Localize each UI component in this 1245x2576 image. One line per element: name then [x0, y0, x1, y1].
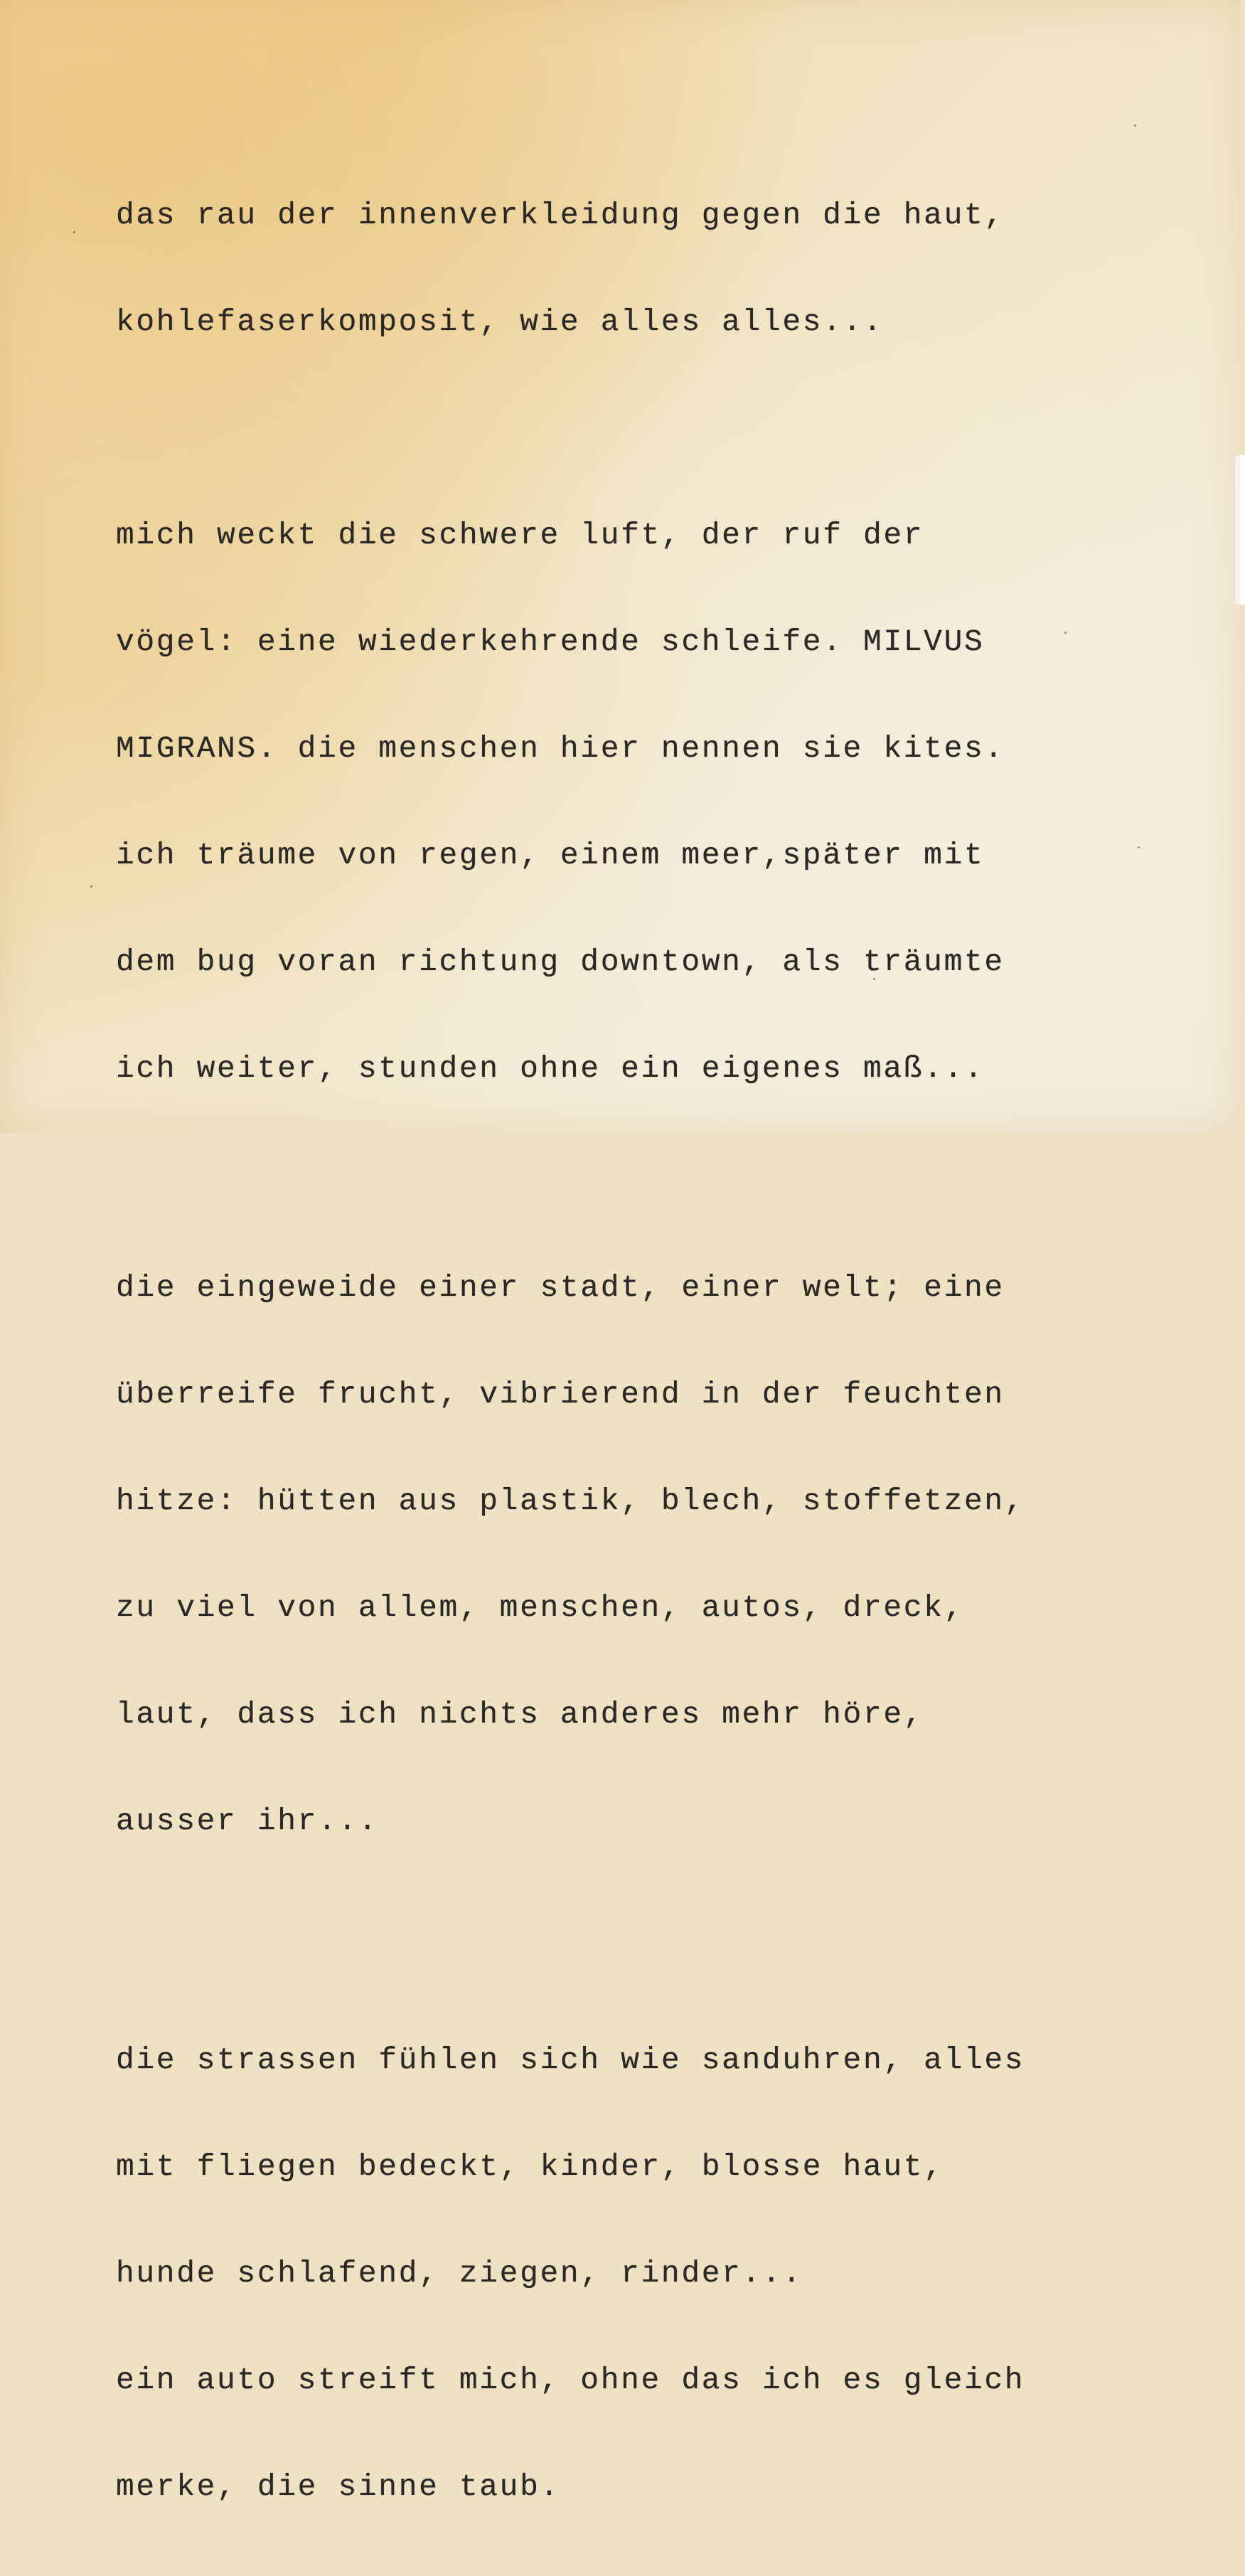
paper-speck — [1134, 124, 1136, 127]
paragraph-1 — [116, 127, 1126, 411]
text-line: MIGRANS. die menschen hier nennen sie kites. — [116, 731, 1005, 766]
text-line: die strassen fühlen sich wie sanduhren, alles — [116, 2043, 1025, 2077]
text-line: zu viel von allem, menschen, autos, dreck, — [116, 1590, 964, 1625]
text-line: dem bug voran richtung downtown, als träumte — [116, 944, 1005, 979]
text-line: laut, dass ich nichts anderes mehr höre, — [116, 1697, 924, 1732]
text-line: ausser ihr... — [116, 1804, 379, 1838]
paragraph-2 — [116, 447, 1126, 1158]
text-line: kohlefaserkomposit, wie alles alles... — [116, 304, 884, 339]
paragraph-3 — [116, 1199, 1126, 1910]
paper-edge-notch — [1235, 455, 1245, 605]
text-line: hitze: hütten aus plastik, blech, stoffetzen, — [116, 1484, 1025, 1518]
typewritten-text — [116, 127, 1126, 2576]
text-line: merke, die sinne taub. — [116, 2469, 560, 2504]
paragraph-4 — [116, 1971, 1126, 2576]
text-line: hunde schlafend, ziegen, rinder... — [116, 2256, 803, 2291]
text-line: überreife frucht, vibrierend in der feuchten — [116, 1377, 1005, 1412]
text-line: ich weiter, stunden ohne ein eigenes maß... — [116, 1051, 985, 1086]
text-line: mich weckt die schwere luft, der ruf der — [116, 518, 924, 553]
text-line: mit fliegen bedeckt, kinder, blosse haut, — [116, 2149, 944, 2184]
paper-speck — [90, 885, 92, 888]
text-line: das rau der innenverkleidung gegen die haut, — [116, 198, 1005, 233]
text-line: ein auto streift mich, ohne das ich es gleich — [116, 2363, 1025, 2397]
paper-speck — [1138, 846, 1140, 848]
text-line: vögel: eine wiederkehrende schleife. MILVUS — [116, 624, 985, 659]
text-line: ich träume von regen, einem meer,später mit — [116, 838, 985, 873]
paper-speck — [73, 231, 75, 233]
text-line: die eingeweide einer stadt, einer welt; eine — [116, 1270, 1005, 1305]
